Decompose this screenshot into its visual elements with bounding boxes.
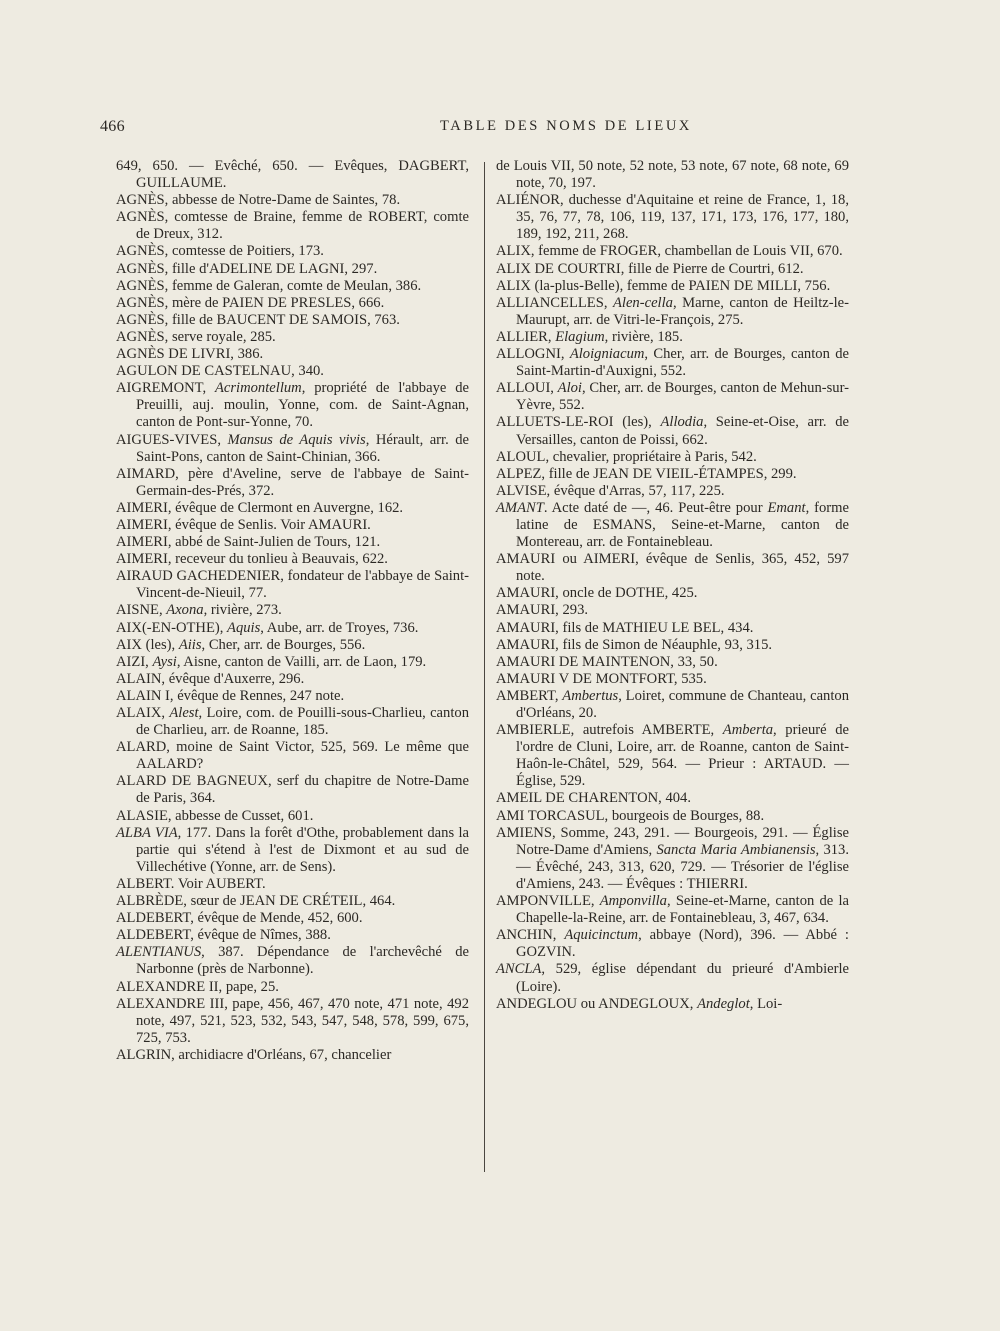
index-entry: ALBA VIA, 177. Dans la forêt d'Othe, probablement dans la partie qui s'étend à l'est de Dixmont et au sud de Villechétive (Yonne, arr. de Sens). — [116, 824, 469, 875]
index-entry: AMAURI, fils de MATHIEU LE BEL, 434. — [496, 619, 754, 636]
index-entry: AIMERI, évêque de Clermont en Auvergne, 162. — [116, 499, 404, 516]
index-entry: ANDEGLOU ou ANDEGLOUX, Andeglot, Loi- — [496, 995, 783, 1012]
index-column-left — [116, 158, 469, 1064]
index-entry: ALDEBERT, évêque de Nîmes, 388. — [116, 927, 331, 944]
index-entry: AGNÈS DE LIVRI, 386. — [116, 346, 264, 363]
index-entry: AMIENS, Somme, 243, 291. — Bourgeois, 291. — Église Notre-Dame d'Amiens, Sancta Maria Ambianensis, 313. — Évêché, 243, 313, 620, 729. — Trésorier de l'église d'Amiens, 243. — Évêques : THIERRI. — [496, 824, 849, 892]
index-entry: AISNE, Axona, rivière, 273. — [116, 602, 282, 619]
index-entry: ALIÉNOR, duchesse d'Aquitaine et reine de France, 1, 18, 35, 76, 77, 78, 106, 119, 137, 171, 173, 176, 177, 180, 189, 192, 211, 268. — [496, 192, 849, 243]
index-entry: ALIX (la-plus-Belle), femme de PAIEN DE MILLI, 756. — [496, 277, 831, 294]
index-entry: ALGRIN, archidiacre d'Orléans, 67, chancelier — [116, 1046, 392, 1063]
index-entry: ALBRÈDE, sœur de JEAN DE CRÉTEIL, 464. — [116, 893, 396, 910]
index-entry: AGNÈS, serve royale, 285. — [116, 328, 276, 345]
index-entry: ALDEBERT, évêque de Mende, 452, 600. — [116, 910, 363, 927]
index-entry: AIMARD, père d'Aveline, serve de l'abbaye de Saint-Germain-des-Prés, 372. — [116, 465, 469, 499]
index-entry: AIZI, Aysi, Aisne, canton de Vailli, arr. de Laon, 179. — [116, 653, 427, 670]
index-entry: ALIX, femme de FROGER, chambellan de Louis VII, 670. — [496, 243, 843, 260]
column-divider — [484, 162, 485, 1172]
index-entry: AMAURI, fils de Simon de Néauphle, 93, 315. — [496, 636, 773, 653]
index-entry: ALLIER, Elagium, rivière, 185. — [496, 328, 683, 345]
index-entry: AGNÈS, femme de Galeran, comte de Meulan, 386. — [116, 277, 422, 294]
index-entry: ALEXANDRE III, pape, 456, 467, 470 note, 471 note, 492 note, 497, 521, 523, 532, 543, 547, 548, 578, 599, 675, 725, 753. — [116, 995, 469, 1046]
index-entry: AIGUES-VIVES, Mansus de Aquis vivis, Hérault, arr. de Saint-Pons, canton de Saint-Chinian, 366. — [116, 431, 469, 465]
index-entry: ALVISE, évêque d'Arras, 57, 117, 225. — [496, 482, 725, 499]
index-entry: ALENTIANUS, 387. Dépendance de l'archevêché de Narbonne (près de Narbonne). — [116, 944, 469, 978]
index-entry: ALLOGNI, Aloigniacum, Cher, arr. de Bourges, canton de Saint-Martin-d'Auxigni, 552. — [496, 346, 849, 380]
index-entry: AMI TORCASUL, bourgeois de Bourges, 88. — [496, 807, 765, 824]
index-entry: ALASIE, abbesse de Cusset, 601. — [116, 807, 314, 824]
index-entry: AMPONVILLE, Amponvilla, Seine-et-Marne, canton de la Chapelle-la-Reine, arr. de Fontainebleau, 3, 467, 634. — [496, 893, 849, 927]
index-entry: ALPEZ, fille de JEAN DE VIEIL-ÉTAMPES, 299. — [496, 465, 797, 482]
index-entry: AMBIERLE, autrefois AMBERTE, Amberta, prieuré de l'ordre de Cluni, Loire, arr. de Roanne, canton de Saint-Haôn-le-Châtel, 529, 564. — Prieur : ARTAUD. — Église, 529. — [496, 722, 849, 790]
index-entry: ALLIANCELLES, Alen-cella, Marne, canton de Heiltz-le-Maurupt, arr. de Vitri-le-François, 275. — [496, 294, 849, 328]
index-entry: AMBERT, Ambertus, Loiret, commune de Chanteau, canton d'Orléans, 20. — [496, 687, 849, 721]
index-entry: AGNÈS, comtesse de Poitiers, 173. — [116, 243, 324, 260]
index-entry: ALBERT. Voir AUBERT. — [116, 875, 266, 892]
running-title: TABLE DES NOMS DE LIEUX — [440, 118, 692, 134]
index-entry: ALAIN I, évêque de Rennes, 247 note. — [116, 687, 345, 704]
index-entry: AMAURI V DE MONTFORT, 535. — [496, 670, 707, 687]
index-entry: AMAURI, 293. — [496, 602, 589, 619]
index-entry: ALLOUI, Aloi, Cher, arr. de Bourges, canton de Mehun-sur-Yèvre, 552. — [496, 380, 849, 414]
index-entry: ALAIX, Alest, Loire, com. de Pouilli-sous-Charlieu, canton de Charlieu, arr. de Roanne, 185. — [116, 705, 469, 739]
index-entry: ALARD DE BAGNEUX, serf du chapitre de Notre-Dame de Paris, 364. — [116, 773, 469, 807]
index-entry: ALEXANDRE II, pape, 25. — [116, 978, 279, 995]
index-entry: AGNÈS, comtesse de Braine, femme de ROBERT, comte de Dreux, 312. — [116, 209, 469, 243]
index-entry: AGNÈS, fille d'ADELINE DE LAGNI, 297. — [116, 260, 378, 277]
index-entry: AGULON DE CASTELNAU, 340. — [116, 363, 324, 380]
index-entry: AMAURI, oncle de DOTHE, 425. — [496, 585, 698, 602]
index-entry: AIX (les), Aiis, Cher, arr. de Bourges, 556. — [116, 636, 366, 653]
index-entry: ALLUETS-LE-ROI (les), Allodia, Seine-et-Oise, arr. de Versailles, canton de Poissi, 662. — [496, 414, 849, 448]
index-entry: AIMERI, receveur du tonlieu à Beauvais, 622. — [116, 551, 388, 568]
index-entry: ALIX DE COURTRI, fille de Pierre de Courtri, 612. — [496, 260, 804, 277]
index-entry: AMANT. Acte daté de —, 46. Peut-être pour Emant, forme latine de ESMANS, Seine-et-Marne, canton de Montereau, arr. de Fontainebleau. — [496, 499, 849, 551]
index-entry: AIMERI, abbé de Saint-Julien de Tours, 121. — [116, 534, 381, 551]
index-entry: AIRAUD GACHEDENIER, fondateur de l'abbaye de Saint-Vincent-de-Nieuil, 77. — [116, 568, 469, 602]
index-entry: AGNÈS, abbesse de Notre-Dame de Saintes, 78. — [116, 192, 401, 209]
index-entry: ALAIN, évêque d'Auxerre, 296. — [116, 670, 305, 687]
index-entry: AMEIL DE CHARENTON, 404. — [496, 790, 691, 807]
index-entry: AIMERI, évêque de Senlis. Voir AMAURI. — [116, 516, 371, 533]
index-entry: 649, 650. — Evêché, 650. — Evêques, DAGBERT, GUILLAUME. — [116, 158, 469, 192]
index-entry: AIGREMONT, Acrimontellum, propriété de l'abbaye de Preuilli, auj. moulin, Yonne, com. de Saint-Agnan, canton de Pont-sur-Yonne, 70. — [116, 380, 469, 431]
index-entry: ALOUL, chevalier, propriétaire à Paris, 542. — [496, 448, 757, 465]
index-entry: AIX(-EN-OTHE), Aquis, Aube, arr. de Troyes, 736. — [116, 619, 419, 636]
page-number: 466 — [100, 118, 125, 135]
index-entry: AGNÈS, mère de PAIEN DE PRESLES, 666. — [116, 294, 385, 311]
index-column-right — [496, 158, 849, 1013]
index-entry: AMAURI DE MAINTENON, 33, 50. — [496, 653, 718, 670]
index-entry: ANCHIN, Aquicinctum, abbaye (Nord), 396. — Abbé : GOZVIN. — [496, 927, 849, 961]
index-entry: ALARD, moine de Saint Victor, 525, 569. Le même que AALARD? — [116, 739, 469, 773]
page-header — [100, 118, 870, 142]
index-entry: ANCLA, 529, église dépendant du prieuré d'Ambierle (Loire). — [496, 961, 849, 995]
index-entry: AGNÈS, fille de BAUCENT DE SAMOIS, 763. — [116, 311, 400, 328]
index-entry: de Louis VII, 50 note, 52 note, 53 note, 67 note, 68 note, 69 note, 70, 197. — [496, 158, 849, 192]
index-entry: AMAURI ou AIMERI, évêque de Senlis, 365, 452, 597 note. — [496, 551, 849, 585]
